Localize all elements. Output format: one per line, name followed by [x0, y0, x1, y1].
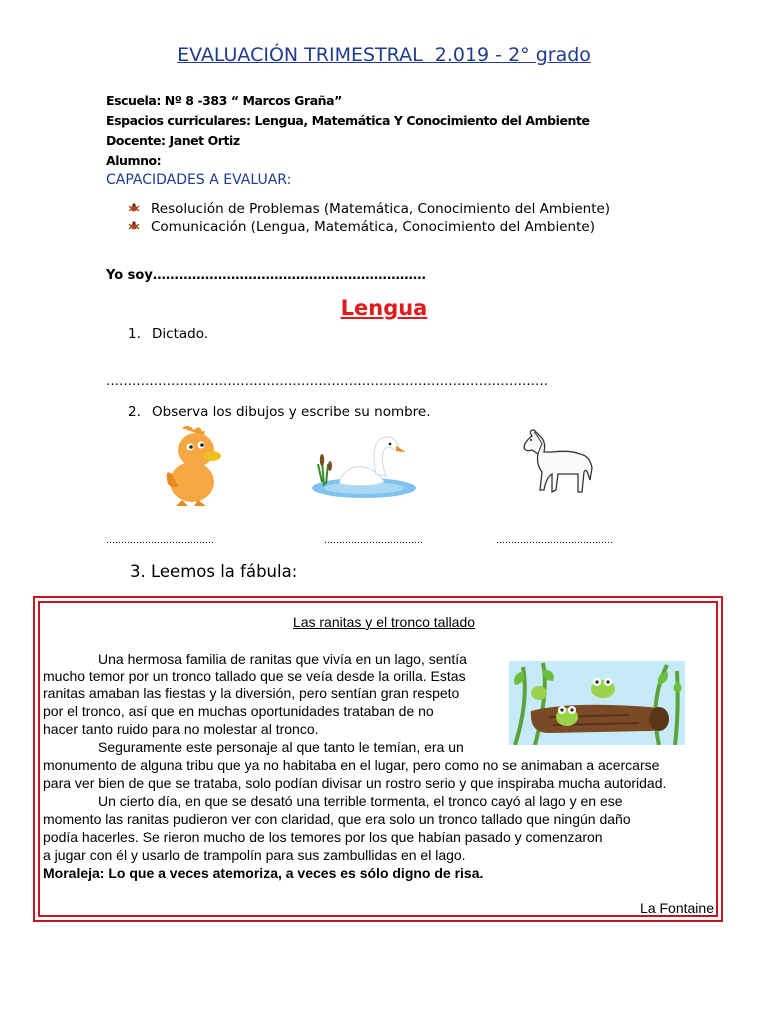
item-text: Dictado.	[152, 326, 209, 342]
fable-line: por el tronco, así que en muchas oportunidades trataban de no	[43, 703, 434, 719]
fable-line: monumento de alguna tribu que ya no habitaba en el lugar, pero como no se animaban a acercarse	[43, 757, 660, 773]
item-1	[128, 326, 208, 342]
fable-author: La Fontaine	[640, 900, 714, 916]
fable-line: a jugar con él y usarlo de trampolín para sus zambullidas en el lago.	[43, 847, 466, 863]
fable-line: Una hermosa familia de ranitas que vivía en un lago, sentía	[98, 651, 467, 667]
answer-line: …………………………………	[496, 536, 613, 546]
school-line: Escuela: Nº 8 -383 “ Marcos Graña”	[106, 93, 342, 108]
dictation-answer-line: …………………………………………………………………………………………	[106, 374, 548, 389]
capacity-text: Comunicación (Lengua, Matemática, Conocimiento del Ambiente)	[151, 219, 595, 235]
capacity-item	[128, 201, 610, 217]
capacities-heading: CAPACIDADES A EVALUAR:	[106, 172, 292, 188]
fable-line: hacer tanto ruido para no molestar al tronco.	[43, 721, 319, 737]
answer-line: ………………………………	[106, 536, 214, 546]
fable-line: Un cierto día, en que se desató una terrible tormenta, el tronco cayó al lago y en ese	[98, 793, 623, 809]
answer-line: ……………………………	[324, 536, 423, 546]
fable-line: podía hacerles. Se rieron mucho de los temores por los que habían pasado y comenzaron	[43, 829, 603, 845]
fable-line: Seguramente este personaje al que tanto le temían, era un	[98, 739, 464, 755]
fable-line: mucho temor por un tronco tallado que se veía desde la orilla. Estas	[43, 668, 466, 684]
item-number: 3.	[130, 562, 146, 581]
swan-icon	[310, 430, 424, 502]
fable-title: Las ranitas y el tronco tallado	[292, 614, 476, 630]
section-title: Lengua	[340, 296, 428, 320]
item-3	[130, 562, 297, 581]
frogs-on-log-icon	[509, 661, 685, 745]
bug-bullet-icon	[128, 219, 142, 235]
item-2	[128, 404, 431, 420]
fable-line: para ver bien de que se trataba, solo podían divisar un rostro serio y que inspiraba mucha autoridad.	[43, 775, 667, 791]
item-text: Leemos la fábula:	[151, 562, 298, 581]
student-line: Alumno:	[106, 153, 162, 168]
fable-line: ranitas amaban las fiestas y la diversión, pero sentían gran respeto	[43, 685, 460, 701]
item-text: Observa los dibujos y escribe su nombre.	[152, 404, 431, 420]
item-number: 2.	[128, 404, 141, 420]
fable-line: momento las ranitas pudieron ver con claridad, que era solo un tronco tallado que ningún daño	[43, 811, 631, 827]
capacity-item	[128, 219, 595, 235]
bug-bullet-icon	[128, 201, 142, 217]
page-title: EVALUACIÓN TRIMESTRAL 2.019 - 2° grado	[177, 44, 591, 66]
curricular-spaces-line: Espacios curriculares: Lengua, Matemática Y Conocimiento del Ambiente	[106, 113, 590, 128]
fable-moral: Moraleja: Lo que a veces atemoriza, a veces es sólo digno de risa.	[43, 865, 484, 881]
teacher-line: Docente: Janet Ortiz	[106, 133, 240, 148]
duckling-icon	[162, 424, 230, 508]
horse-icon	[518, 428, 598, 496]
item-number: 1.	[128, 326, 141, 342]
name-line: Yo soy………………………………………………………	[106, 268, 426, 283]
capacity-text: Resolución de Problemas (Matemática, Conocimiento del Ambiente)	[151, 201, 611, 217]
